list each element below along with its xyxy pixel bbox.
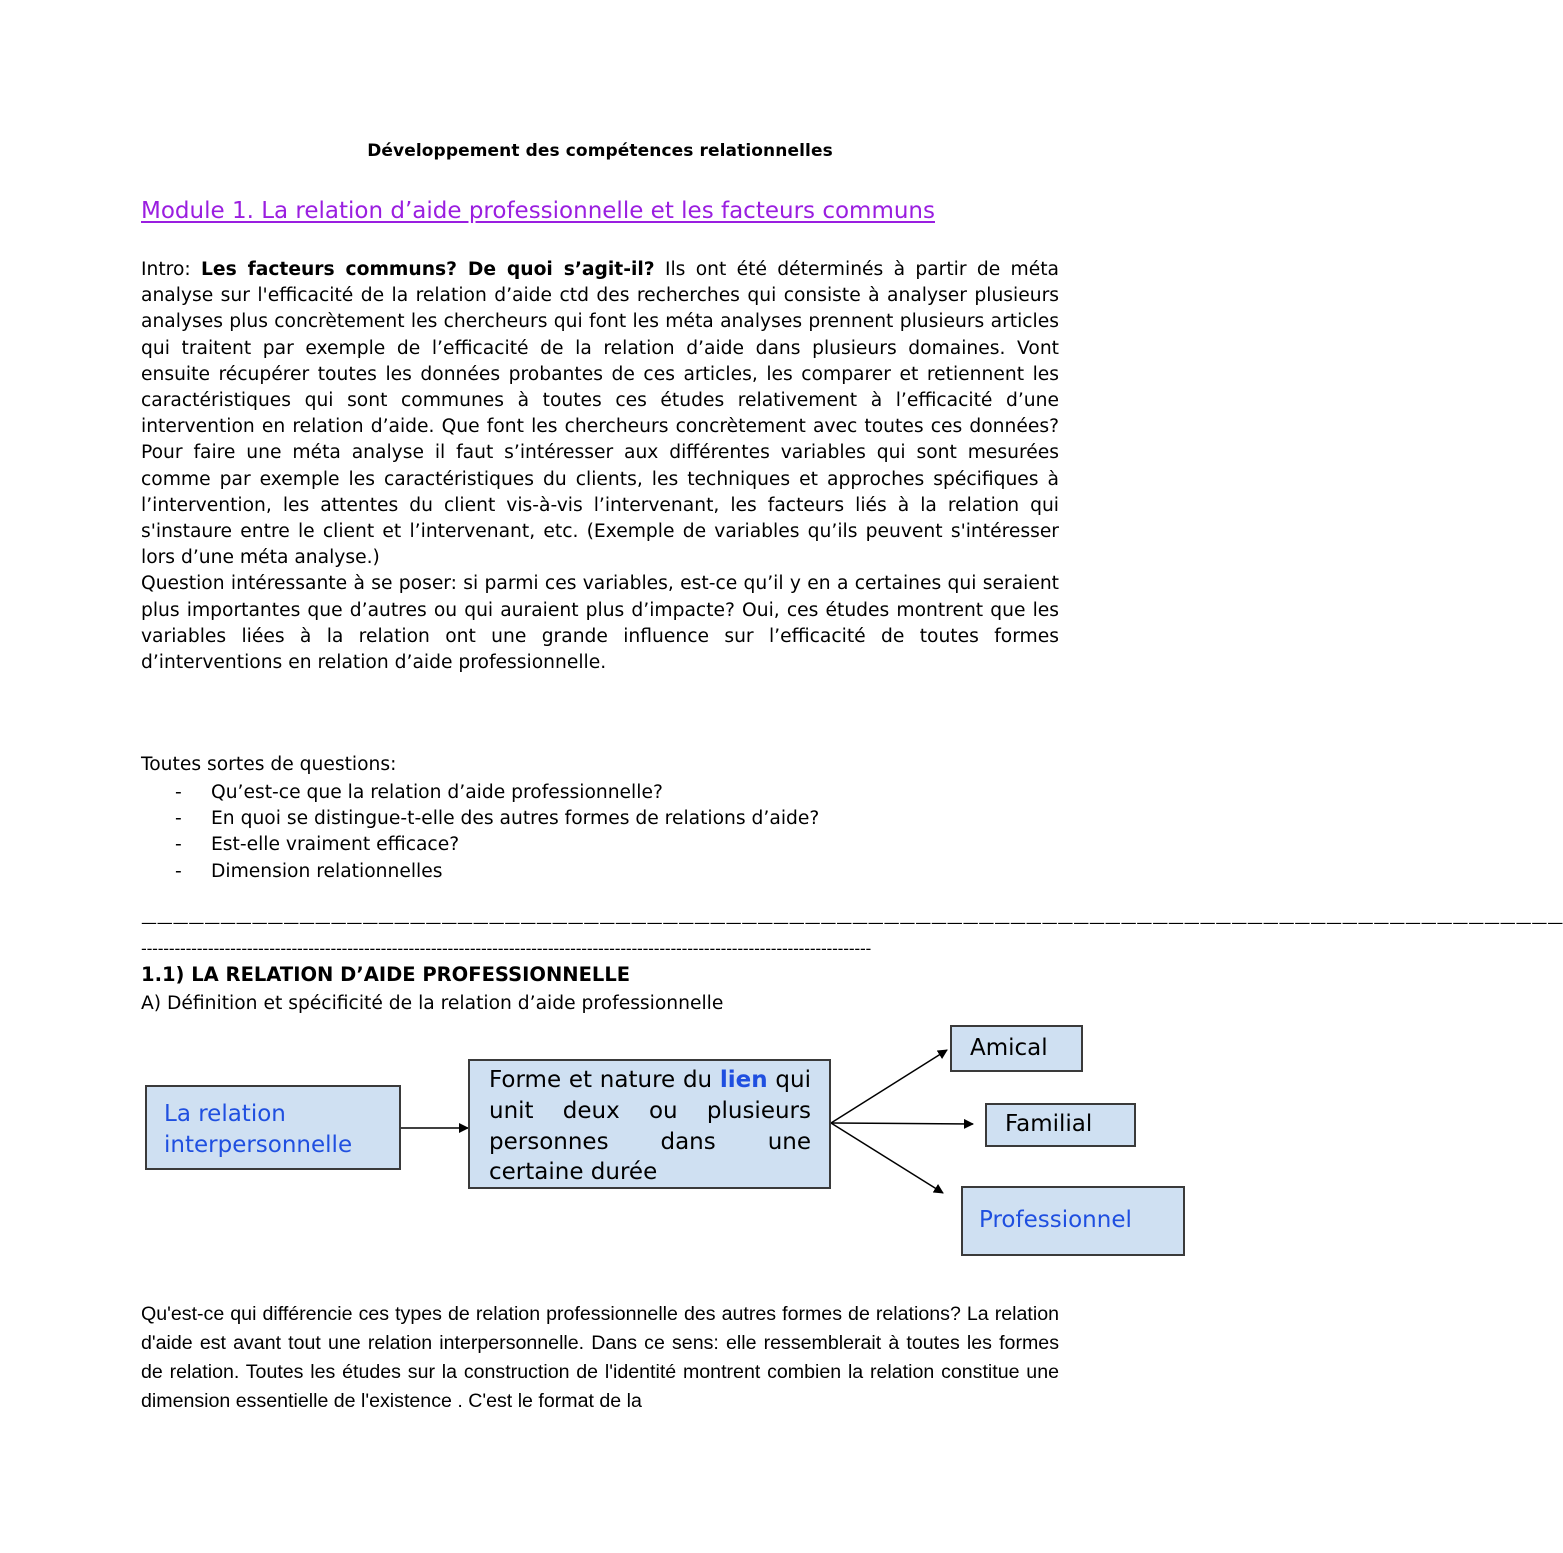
section-heading: 1.1) LA RELATION D’AIDE PROFESSIONNELLE <box>141 963 631 986</box>
list-item-text: Qu’est-ce que la relation d’aide professionnelle? <box>211 782 663 803</box>
bullet-dash: - <box>175 834 182 856</box>
box-forme-nature-lien <box>468 1059 831 1189</box>
box-lien-text <box>489 1065 811 1188</box>
intro-paragraph <box>141 257 1059 676</box>
intro-question: Les facteurs communs? De quoi s’agit-il? <box>201 259 655 280</box>
bullet-dash: - <box>175 860 182 882</box>
subheading: A) Définition et spécificité de la relation d’aide professionnelle <box>141 993 724 1014</box>
list-item-text: Dimension relationnelles <box>211 860 443 882</box>
box-familial: Familial <box>985 1103 1136 1147</box>
intro-block <box>141 257 1059 571</box>
intro-question2: Question intéressante à se poser: si parmi ces variables, est-ce qu’il y en a certaines qui seraient plus importantes que d’autres ou qui auraient plus d’impacte? Oui, ces études montrent que les variables liées à la relation ont une grande influence sur l’efficacité de toutes formes d’interventions en relation d’aide professionnelle. <box>141 573 1059 674</box>
box-text: qui unit deux ou plusieurs personnes dans une certaine durée <box>489 1067 811 1186</box>
box-professionnel: Professionnel <box>961 1186 1185 1256</box>
questions-list <box>141 780 1041 885</box>
relation-diagram <box>0 1010 1200 1270</box>
arrow-to-familial <box>831 1123 973 1124</box>
box-text: interpersonnelle <box>164 1132 353 1158</box>
box-text: La relation <box>164 1101 286 1127</box>
list-item <box>141 859 1041 885</box>
intro-label: Intro: <box>141 259 201 280</box>
separator-line: —————————————————————————————————————————————————————————————————————————————————————————— <box>141 913 1563 932</box>
list-item <box>141 806 1041 832</box>
module-title: Module 1. La relation d’aide professionnelle et les facteurs communs <box>141 198 935 224</box>
intro-text: Ils ont été déterminés à partir de méta analyse sur l'efficacité de la relation d’aide ctd des recherches qui consiste à analyser plusieurs analyses plus concrètement les chercheurs qui font les méta analyses prennent plusieurs articles qui traitent par exemple de l’efficacité de la relation d’aide dans plusieurs domaines. Vont ensuite récupérer toutes les données probantes de ces articles, les comparer et retiennent les caractéristiques qui sont communes à toutes ces études relativement à l’efficacité d’une intervention en relation d’aide. Que font les chercheurs concrètement avec toutes ces données? Pour faire une méta analyse il faut s’intéresser aux différentes variables qui sont mesurées comme par exemple les caractéristiques du clients, les techniques et approches spécifiques à l’intervention, les attentes du client vis-à-vis l’intervenant, les facteurs liés à la relation qui s'instaure entre le client et l’intervenant, etc. (Exemple de variables qu’ils peuvent s'intéresser lors d’une méta analyse.) <box>141 259 1059 569</box>
list-item <box>141 832 1041 858</box>
list-item <box>141 780 1041 806</box>
list-item-text: En quoi se distingue-t-elle des autres formes de relations d’aide? <box>211 808 820 830</box>
bullet-dash: - <box>175 782 182 803</box>
bullet-dash: - <box>175 808 182 830</box>
document-title: Développement des compétences relationnelles <box>367 141 833 161</box>
box-text: Forme et nature du <box>489 1067 720 1093</box>
lien-keyword: lien <box>719 1067 768 1093</box>
arrow-to-professionnel <box>831 1123 943 1193</box>
arrow-to-amical <box>831 1050 947 1123</box>
box-relation-interpersonnelle <box>145 1085 401 1170</box>
questions-label: Toutes sortes de questions: <box>141 754 397 775</box>
list-item-text: Est-elle vraiment efficace? <box>211 834 460 856</box>
separator-line: ----------------------------------------------------------------------------------------------------------------------------------- <box>141 939 872 958</box>
box-amical: Amical <box>950 1025 1083 1072</box>
paragraph-2: Qu'est-ce qui différencie ces types de relation professionnelle des autres formes de relations? La relation d'aide est avant tout une relation interpersonnelle. Dans ce sens: elle ressemblerait à toutes les formes de relation. Toutes les études sur la construction de l'identité montrent combien la relation constitue une dimension essentielle de l'existence . C'est le format de la <box>141 1303 1059 1412</box>
